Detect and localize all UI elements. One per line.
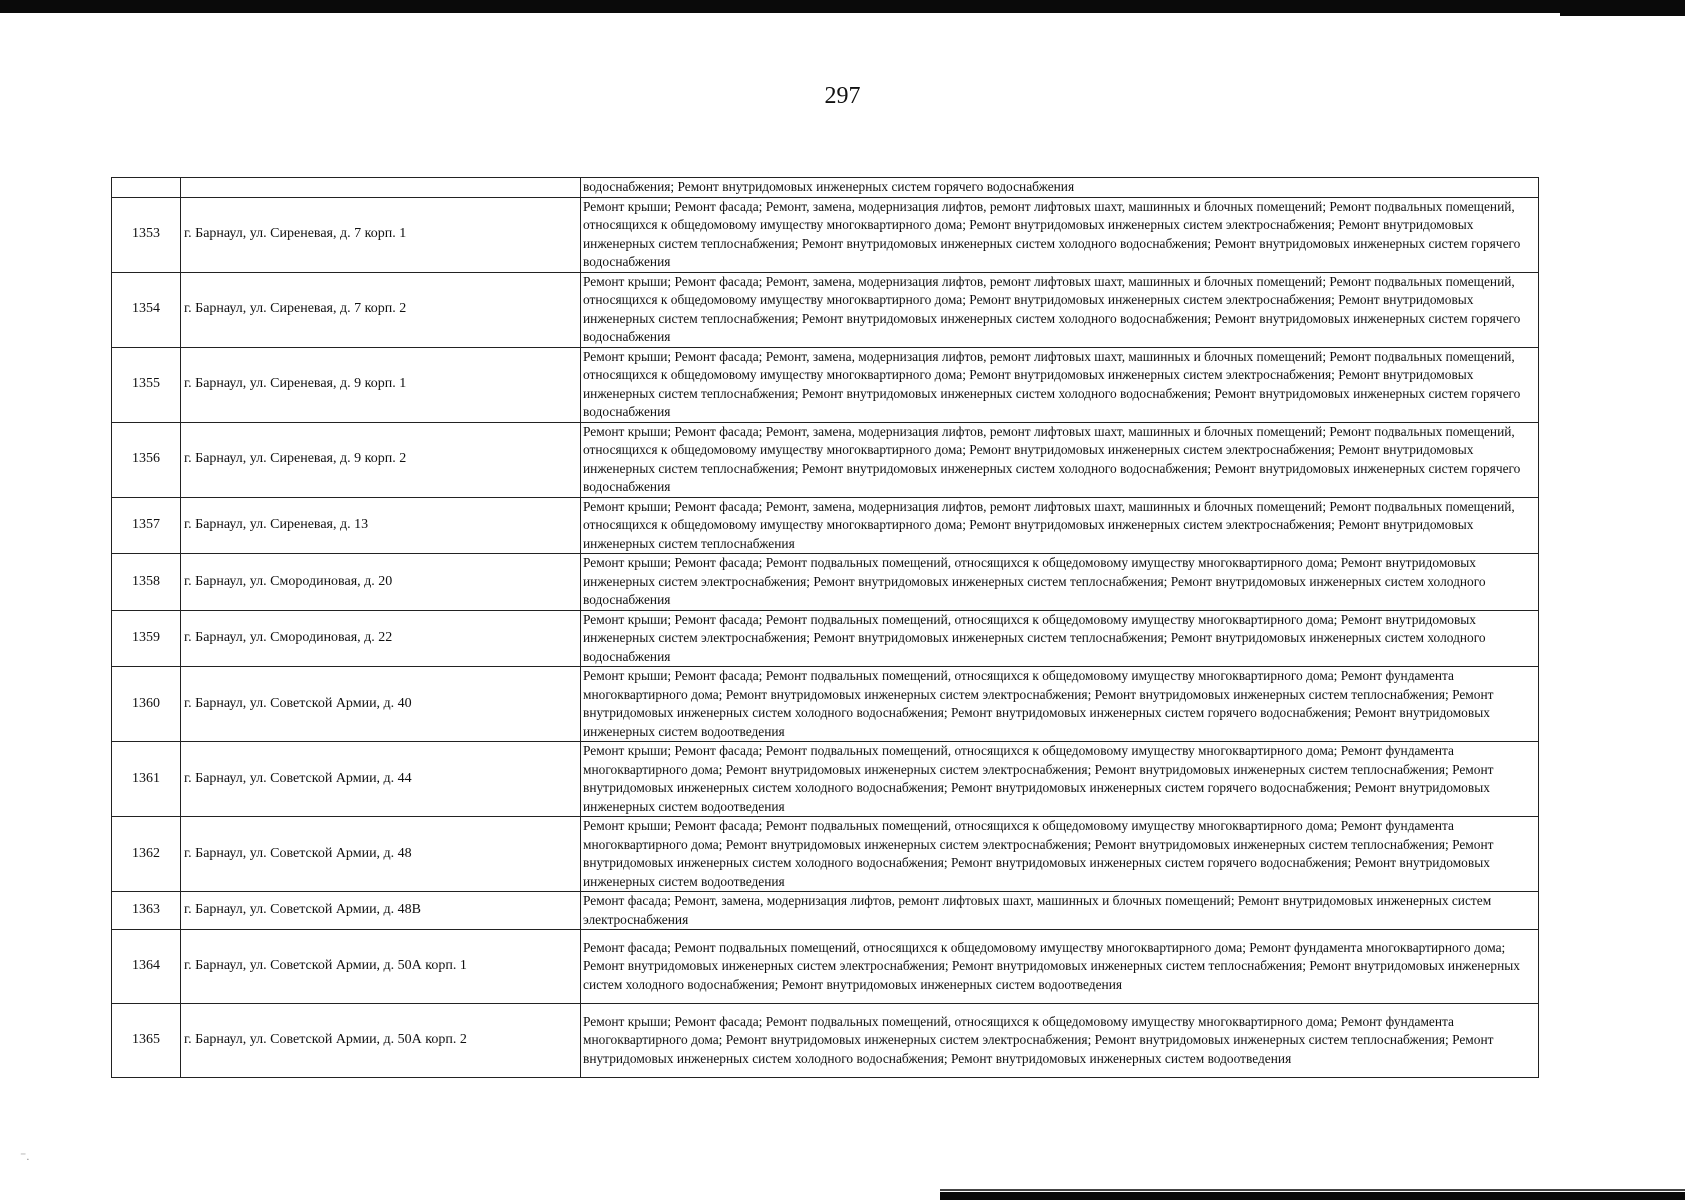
row-number: 1363 — [112, 892, 181, 930]
row-works: Ремонт фасада; Ремонт подвальных помещений, относящихся к общедомовому имуществу многоквартирного дома; Ремонт фундамента многоквартирного дома; Ремонт внутридомовых инженерных систем электроснабжения; Ремонт внутридомовых инженерных систем теплоснабжения; Ремонт внутридомовых инженерных систем холодного водоснабжения; Ремонт внутридомовых инженерных систем водоотведения — [581, 930, 1539, 1004]
scan-border-bottom-thin — [940, 1189, 1685, 1191]
row-number: 1353 — [112, 197, 181, 272]
row-address: г. Барнаул, ул. Советской Армии, д. 50А корп. 2 — [181, 1004, 581, 1078]
table-row — [112, 930, 1539, 1004]
row-number — [112, 178, 181, 198]
table-row — [112, 178, 1539, 198]
row-works: Ремонт крыши; Ремонт фасада; Ремонт подвальных помещений, относящихся к общедомовому имуществу многоквартирного дома; Ремонт фундамента многоквартирного дома; Ремонт внутридомовых инженерных систем электроснабжения; Ремонт внутридомовых инженерных систем теплоснабжения; Ремонт внутридомовых инженерных систем холодного водоснабжения; Ремонт внутридомовых инженерных систем горячего водоснабжения; Ремонт внутридомовых инженерных систем водоотведения — [581, 667, 1539, 742]
row-number: 1356 — [112, 422, 181, 497]
row-number: 1355 — [112, 347, 181, 422]
table-row — [112, 817, 1539, 892]
row-address: г. Барнаул, ул. Советской Армии, д. 40 — [181, 667, 581, 742]
row-number: 1359 — [112, 610, 181, 667]
row-works: Ремонт крыши; Ремонт фасада; Ремонт подвальных помещений, относящихся к общедомовому имуществу многоквартирного дома; Ремонт внутридомовых инженерных систем электроснабжения; Ремонт внутридомовых инженерных систем теплоснабжения; Ремонт внутридомовых инженерных систем холодного водоснабжения — [581, 554, 1539, 611]
scan-border-top-tail — [1560, 13, 1685, 16]
row-address: г. Барнаул, ул. Советской Армии, д. 44 — [181, 742, 581, 817]
row-works: Ремонт крыши; Ремонт фасада; Ремонт, замена, модернизация лифтов, ремонт лифтовых шахт, машинных и блочных помещений; Ремонт подвальных помещений, относящихся к общедомовому имуществу многоквартирного дома; Ремонт внутридомовых инженерных систем электроснабжения; Ремонт внутридомовых инженерных систем теплоснабжения; Ремонт внутридомовых инженерных систем холодного водоснабжения; Ремонт внутридомовых инженерных систем горячего водоснабжения — [581, 347, 1539, 422]
table-row — [112, 1004, 1539, 1078]
row-address: г. Барнаул, ул. Сиреневая, д. 9 корп. 2 — [181, 422, 581, 497]
row-works: Ремонт крыши; Ремонт фасада; Ремонт подвальных помещений, относящихся к общедомовому имуществу многоквартирного дома; Ремонт фундамента многоквартирного дома; Ремонт внутридомовых инженерных систем электроснабжения; Ремонт внутридомовых инженерных систем теплоснабжения; Ремонт внутридомовых инженерных систем холодного водоснабжения; Ремонт внутридомовых инженерных систем горячего водоснабжения; Ремонт внутридомовых инженерных систем водоотведения — [581, 817, 1539, 892]
scan-border-top — [0, 0, 1685, 13]
scan-artifact: ⁻. — [20, 1149, 30, 1163]
row-number: 1364 — [112, 930, 181, 1004]
row-address: г. Барнаул, ул. Сиреневая, д. 9 корп. 1 — [181, 347, 581, 422]
row-address — [181, 178, 581, 198]
row-works: Ремонт крыши; Ремонт фасада; Ремонт подвальных помещений, относящихся к общедомовому имуществу многоквартирного дома; Ремонт внутридомовых инженерных систем электроснабжения; Ремонт внутридомовых инженерных систем теплоснабжения; Ремонт внутридомовых инженерных систем холодного водоснабжения — [581, 610, 1539, 667]
table-row — [112, 197, 1539, 272]
table-body — [112, 178, 1539, 1078]
row-address: г. Барнаул, ул. Сиреневая, д. 7 корп. 2 — [181, 272, 581, 347]
page-number: 297 — [824, 83, 861, 109]
table-row — [112, 347, 1539, 422]
row-works: Ремонт крыши; Ремонт фасада; Ремонт подвальных помещений, относящихся к общедомовому имуществу многоквартирного дома; Ремонт фундамента многоквартирного дома; Ремонт внутридомовых инженерных систем электроснабжения; Ремонт внутридомовых инженерных систем теплоснабжения; Ремонт внутридомовых инженерных систем холодного водоснабжения; Ремонт внутридомовых инженерных систем горячего водоснабжения; Ремонт внутридомовых инженерных систем водоотведения — [581, 742, 1539, 817]
scan-border-bottom — [940, 1192, 1685, 1200]
row-works: Ремонт крыши; Ремонт фасада; Ремонт, замена, модернизация лифтов, ремонт лифтовых шахт, машинных и блочных помещений; Ремонт подвальных помещений, относящихся к общедомовому имуществу многоквартирного дома; Ремонт внутридомовых инженерных систем электроснабжения; Ремонт внутридомовых инженерных систем теплоснабжения; Ремонт внутридомовых инженерных систем холодного водоснабжения; Ремонт внутридомовых инженерных систем горячего водоснабжения — [581, 422, 1539, 497]
row-address: г. Барнаул, ул. Советской Армии, д. 48В — [181, 892, 581, 930]
row-number: 1358 — [112, 554, 181, 611]
row-address: г. Барнаул, ул. Сиреневая, д. 13 — [181, 497, 581, 554]
row-works: Ремонт крыши; Ремонт фасада; Ремонт, замена, модернизация лифтов, ремонт лифтовых шахт, машинных и блочных помещений; Ремонт подвальных помещений, относящихся к общедомовому имуществу многоквартирного дома; Ремонт внутридомовых инженерных систем электроснабжения; Ремонт внутридомовых инженерных систем теплоснабжения; Ремонт внутридомовых инженерных систем холодного водоснабжения; Ремонт внутридомовых инженерных систем горячего водоснабжения — [581, 272, 1539, 347]
table-row — [112, 497, 1539, 554]
row-number: 1361 — [112, 742, 181, 817]
row-number: 1357 — [112, 497, 181, 554]
row-address: г. Барнаул, ул. Сиреневая, д. 7 корп. 1 — [181, 197, 581, 272]
table-row — [112, 742, 1539, 817]
row-number: 1354 — [112, 272, 181, 347]
table-row — [112, 610, 1539, 667]
table-row — [112, 892, 1539, 930]
row-number: 1365 — [112, 1004, 181, 1078]
row-address: г. Барнаул, ул. Советской Армии, д. 48 — [181, 817, 581, 892]
row-number: 1362 — [112, 817, 181, 892]
table-row — [112, 554, 1539, 611]
row-works: Ремонт крыши; Ремонт фасада; Ремонт, замена, модернизация лифтов, ремонт лифтовых шахт, машинных и блочных помещений; Ремонт подвальных помещений, относящихся к общедомовому имуществу многоквартирного дома; Ремонт внутридомовых инженерных систем электроснабжения; Ремонт внутридомовых инженерных систем теплоснабжения; Ремонт внутридомовых инженерных систем холодного водоснабжения; Ремонт внутридомовых инженерных систем горячего водоснабжения — [581, 197, 1539, 272]
row-works: Ремонт фасада; Ремонт, замена, модернизация лифтов, ремонт лифтовых шахт, машинных и блочных помещений; Ремонт внутридомовых инженерных систем электроснабжения — [581, 892, 1539, 930]
row-number: 1360 — [112, 667, 181, 742]
row-works: водоснабжения; Ремонт внутридомовых инженерных систем горячего водоснабжения — [581, 178, 1539, 198]
table-row — [112, 272, 1539, 347]
row-address: г. Барнаул, ул. Советской Армии, д. 50А корп. 1 — [181, 930, 581, 1004]
row-address: г. Барнаул, ул. Смородиновая, д. 20 — [181, 554, 581, 611]
table-row — [112, 667, 1539, 742]
row-works: Ремонт крыши; Ремонт фасада; Ремонт, замена, модернизация лифтов, ремонт лифтовых шахт, машинных и блочных помещений; Ремонт подвальных помещений, относящихся к общедомовому имуществу многоквартирного дома; Ремонт внутридомовых инженерных систем электроснабжения; Ремонт внутридомовых инженерных систем теплоснабжения — [581, 497, 1539, 554]
repair-works-table — [111, 177, 1539, 1078]
table-row — [112, 422, 1539, 497]
row-works: Ремонт крыши; Ремонт фасада; Ремонт подвальных помещений, относящихся к общедомовому имуществу многоквартирного дома; Ремонт фундамента многоквартирного дома; Ремонт внутридомовых инженерных систем электроснабжения; Ремонт внутридомовых инженерных систем теплоснабжения; Ремонт внутридомовых инженерных систем холодного водоснабжения; Ремонт внутридомовых инженерных систем водоотведения — [581, 1004, 1539, 1078]
row-address: г. Барнаул, ул. Смородиновая, д. 22 — [181, 610, 581, 667]
